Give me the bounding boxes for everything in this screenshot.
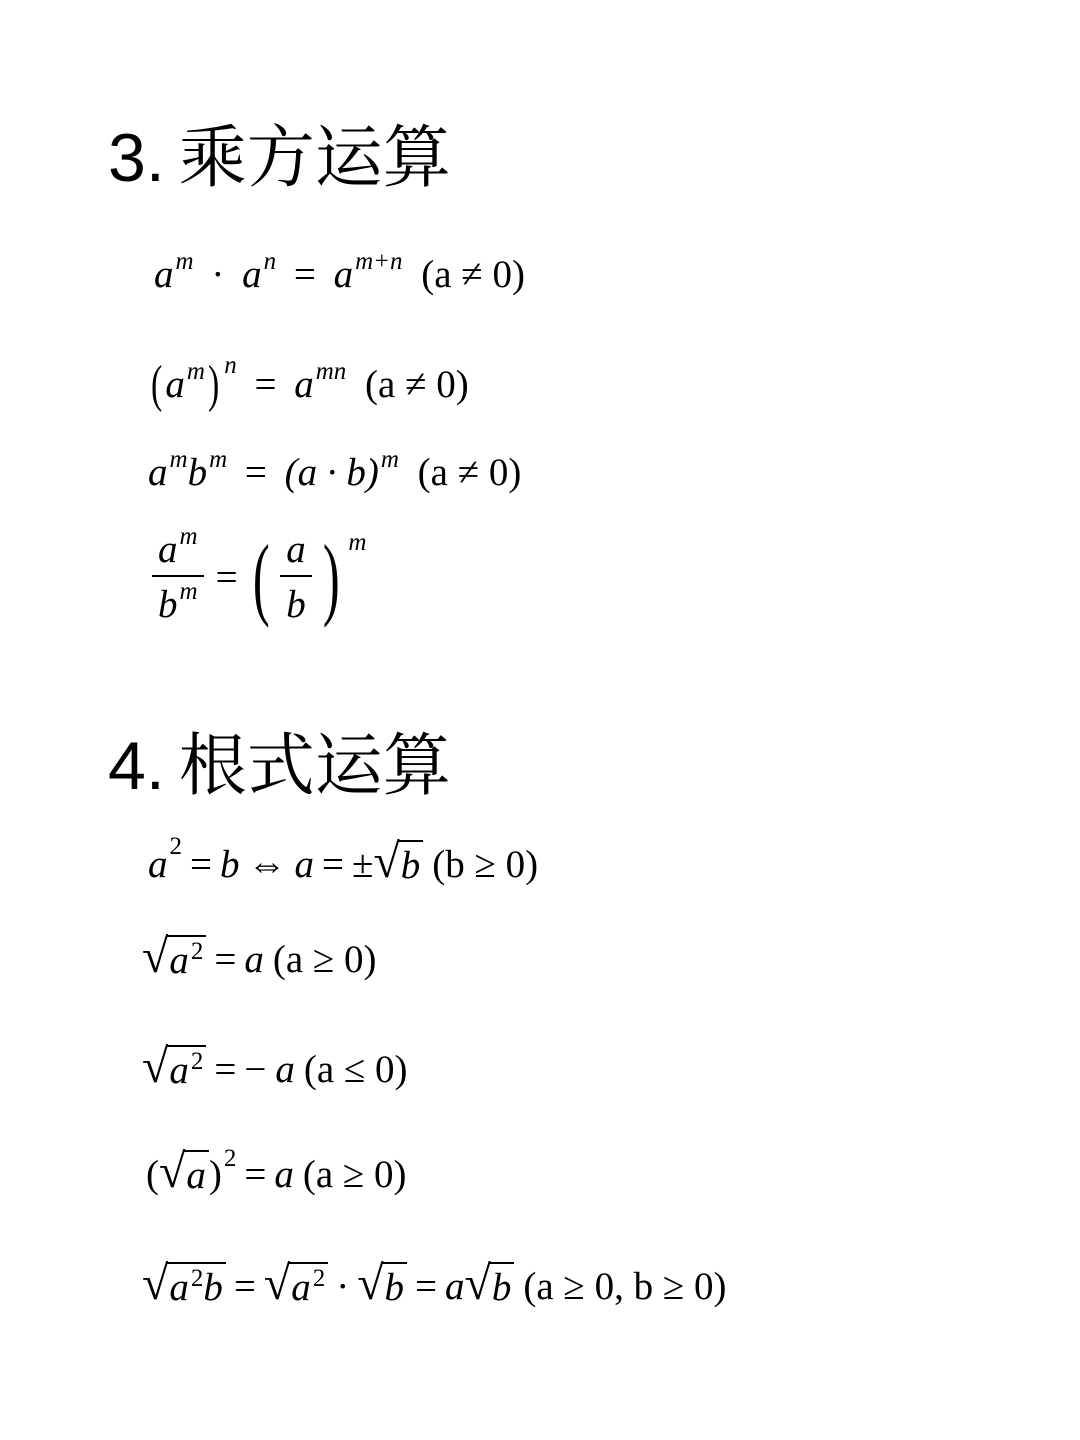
formula-root-of-square-nonpositive: √ $a^2$ = − a (a ≤ 0): [142, 1040, 408, 1093]
formula-square-of-root: ( √ a ) 2 = a (a ≥ 0): [146, 1144, 407, 1198]
condition: (a ≥ 0): [302, 1152, 407, 1196]
square-root: √ b: [465, 1262, 515, 1310]
formula-power-of-power: $(a^m) ^n = a^{mn}$ (a ≠ 0): [151, 352, 469, 413]
condition: (a ≥ 0, b ≥ 0): [523, 1264, 727, 1308]
condition: (a ≠ 0): [365, 363, 469, 406]
section-number: 4.: [108, 728, 165, 804]
section-title: 乘方运算: [178, 120, 451, 196]
square-root: √ b: [357, 1262, 407, 1310]
condition: (a ≠ 0): [417, 451, 522, 494]
condition: (a ≤ 0): [303, 1047, 408, 1091]
condition: (a ≠ 0): [421, 253, 525, 296]
square-root: √ $a^2$: [264, 1262, 328, 1310]
square-root: √ a: [159, 1150, 209, 1198]
section-heading-powers: [108, 120, 451, 196]
section-heading-radicals: [108, 728, 451, 804]
square-root: √ b: [373, 840, 423, 888]
fraction: $\frac{a^m}{b^m}$: [152, 530, 204, 624]
formula-quotient-power: $\frac{a^m}{b^m}$ = ( $\frac{a}{b}$ ) m: [148, 530, 366, 624]
formula-product-of-powers: $a^m \cdot a^n = a^{m+n}$ (a ≠ 0): [154, 248, 525, 296]
section-title: 根式运算: [178, 728, 451, 804]
formula-root-of-square-nonnegative: √ $a^2$ = a (a ≥ 0): [142, 930, 377, 983]
square-root: √ $a^2$: [142, 935, 206, 983]
condition: (a ≥ 0): [272, 937, 377, 981]
fraction: $\frac{a}{b}$: [280, 530, 312, 624]
square-root: √ $a^2$: [142, 1045, 206, 1093]
formula-square-root-definition: a 2 = b ⇔ a = ± √ b (b ≥ 0): [148, 832, 539, 888]
formula-root-product: √ $a^2b$ = √ $a^2$ · √ b = a √ b (a ≥ 0, b ≥ 0): [142, 1257, 727, 1310]
condition: (b ≥ 0): [432, 842, 539, 886]
section-number: 3.: [108, 120, 165, 196]
square-root: √ $a^2b$: [142, 1262, 226, 1310]
formula-product-power: $a^mb^m = (a \cdot b)^m$ (a ≠ 0): [148, 446, 522, 494]
